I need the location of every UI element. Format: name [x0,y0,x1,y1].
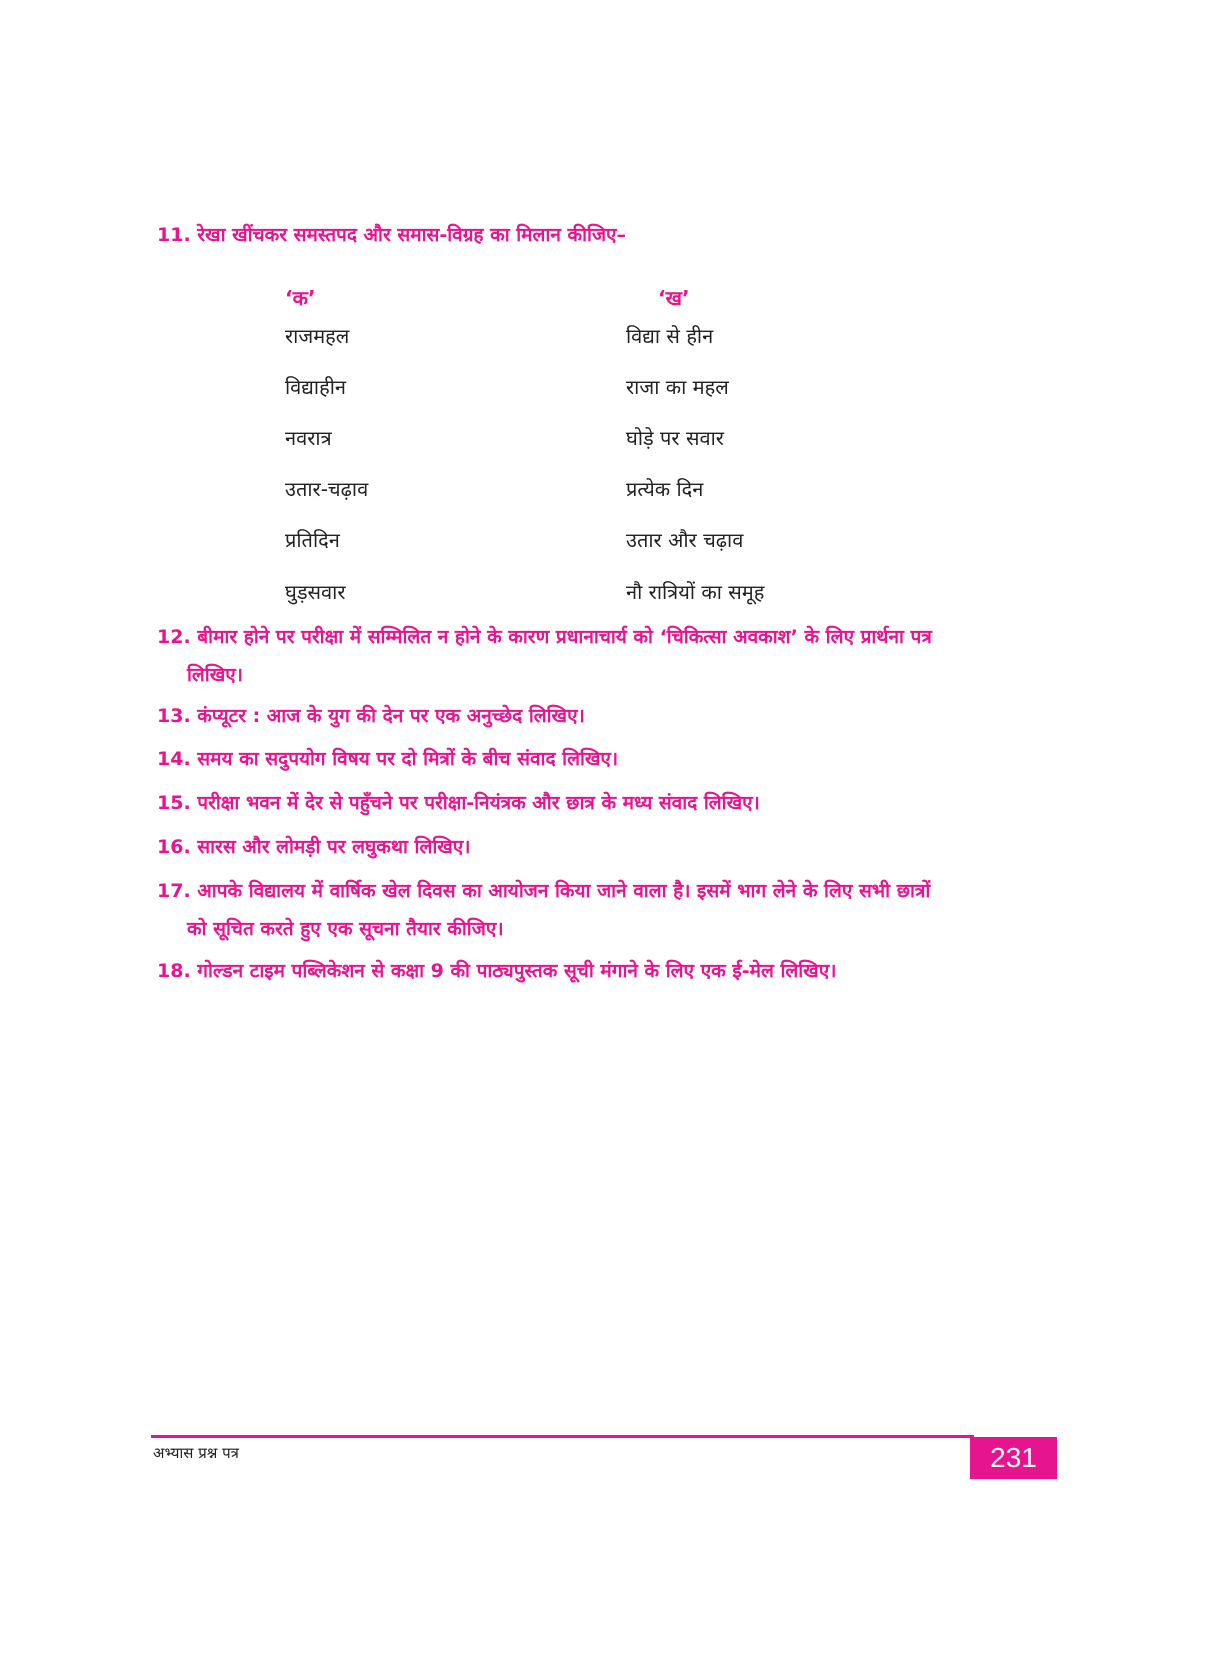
question-11-text: 11. रेखा खींचकर समस्तपद और समास-विग्रह का मिलान कीजिए– [157,224,627,246]
match-left-item: उतार-चढ़ाव [285,477,369,501]
footer-title: अभ्यास प्रश्न पत्र [153,1444,239,1462]
match-right-item: विद्या से हीन [626,324,714,348]
match-left-item: विद्याहीन [285,375,346,399]
question-text: सारस और लोमड़ी पर लघुकथा लिखिए। [197,836,471,858]
question-17 [157,872,930,948]
question-number: 13. [157,705,191,727]
question-13 [157,697,585,735]
question-text: परीक्षा भवन में देर से पहुँचने पर परीक्षा-नियंत्रक और छात्र के मध्य संवाद लिखिए। [197,792,760,814]
match-left-item: राजमहल [285,324,350,348]
match-right-item: उतार और चढ़ाव [626,528,744,552]
question-number: 18. [157,960,191,982]
question-number: 12. [157,626,191,648]
question-number: 16. [157,836,191,858]
match-left-item: नवरात्र [285,426,332,450]
footer-divider [151,1435,974,1438]
match-right-item: राजा का महल [626,375,729,399]
question-12 [157,618,932,694]
match-right-item: प्रत्येक दिन [626,477,704,501]
question-text: आपके विद्यालय में वार्षिक खेल दिवस का आयोजन किया जाने वाला है। इसमें भाग लेने के लिए सभी छात्रों [197,880,931,902]
question-15 [157,784,760,822]
question-text: गोल्डन टाइम पब्लिकेशन से कक्षा 9 की पाठ्यपुस्तक सूची मंगाने के लिए एक ई-मेल लिखिए। [197,960,837,982]
question-text: कंप्यूटर : आज के युग की देन पर एक अनुच्छेद लिखिए। [197,705,585,727]
question-text: समय का सदुपयोग विषय पर दो मित्रों के बीच संवाद लिखिए। [197,748,619,770]
question-14 [157,740,618,778]
question-number: 15. [157,792,191,814]
question-11 [157,216,626,254]
question-text: बीमार होने पर परीक्षा में सम्मिलित न होने के कारण प्रधानाचार्य को ‘चिकित्सा अवकाश’ के लिए प्रार्थना पत्र [197,626,932,648]
page-number-badge: 231 [970,1437,1057,1479]
question-text-continued: को सूचित करते हुए एक सूचना तैयार कीजिए। [187,918,504,940]
match-right-item: घोड़े पर सवार [626,426,724,450]
column-a-heading: ‘क’ [285,286,316,310]
question-text-continued: लिखिए। [187,664,243,686]
question-number: 14. [157,748,191,770]
question-18 [157,952,836,990]
question-16 [157,828,471,866]
match-right-item: नौ रात्रियों का समूह [626,580,765,604]
question-number: 17. [157,880,191,902]
match-left-item: प्रतिदिन [285,528,340,552]
column-b-heading: ‘ख’ [658,286,690,310]
match-left-item: घुड़सवार [285,580,346,604]
